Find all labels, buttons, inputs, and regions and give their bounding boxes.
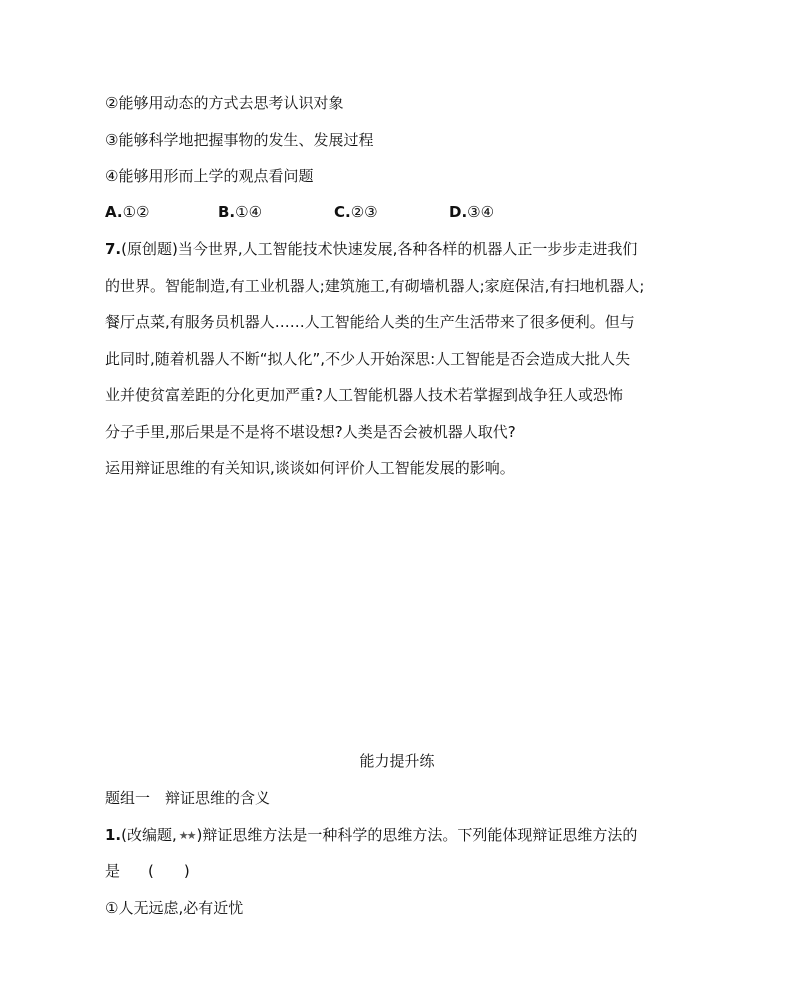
choice-d: D.③④ <box>449 203 495 221</box>
choice-a: A.①② <box>105 203 150 221</box>
choice-c: C.②③ <box>334 203 378 221</box>
answer-bracket: ( ) <box>148 862 190 880</box>
option-item-4: ④能够用形而上学的观点看问题 <box>105 167 314 185</box>
question-1-number: 1. <box>105 826 122 844</box>
question-1-line-1: 1.(改编题, ★★ )辩证思维方法是一种科学的思维方法。下列能体现辩证思维方法的 <box>105 826 638 844</box>
star-difficulty-icon: ★★ <box>178 829 195 842</box>
section-title: 能力提升练 <box>359 752 435 770</box>
question-7-source: (原创题) <box>121 240 178 258</box>
question-7-line-1: 7.(原创题)当今世界,人工智能技术快速发展,各种各样的机器人正一步步走进我们 <box>105 240 638 258</box>
choice-b: B.①④ <box>218 203 263 221</box>
question-7-line-5: 业并使贫富差距的分化更加严重?人工智能机器人技术若掌握到战争狂人或恐怖 <box>105 386 623 404</box>
question-7-line-3: 餐厅点菜,有服务员机器人……人工智能给人类的生产生活带来了很多便利。但与 <box>105 313 635 331</box>
question-7-prompt: 运用辩证思维的有关知识,谈谈如何评价人工智能发展的影响。 <box>105 459 515 477</box>
option-item-3: ③能够科学地把握事物的发生、发展过程 <box>105 131 374 149</box>
question-1-item-1: ①人无远虑,必有近忧 <box>105 899 244 917</box>
question-7-line-4: 此同时,随着机器人不断“拟人化”,不少人开始深思:人工智能是否会造成大批人失 <box>105 350 631 368</box>
group-heading: 题组一 辩证思维的含义 <box>105 789 271 807</box>
option-item-2: ②能够用动态的方式去思考认识对象 <box>105 94 344 112</box>
question-7-line-6: 分子手里,那后果是不是将不堪设想?人类是否会被机器人取代? <box>105 423 516 441</box>
question-7-number: 7. <box>105 240 122 258</box>
question-7-line-2: 的世界。智能制造,有工业机器人;建筑施工,有砌墙机器人;家庭保洁,有扫地机器人; <box>105 277 645 295</box>
question-1-line-2: 是 ( ) <box>105 862 190 880</box>
answer-choices <box>105 202 705 222</box>
